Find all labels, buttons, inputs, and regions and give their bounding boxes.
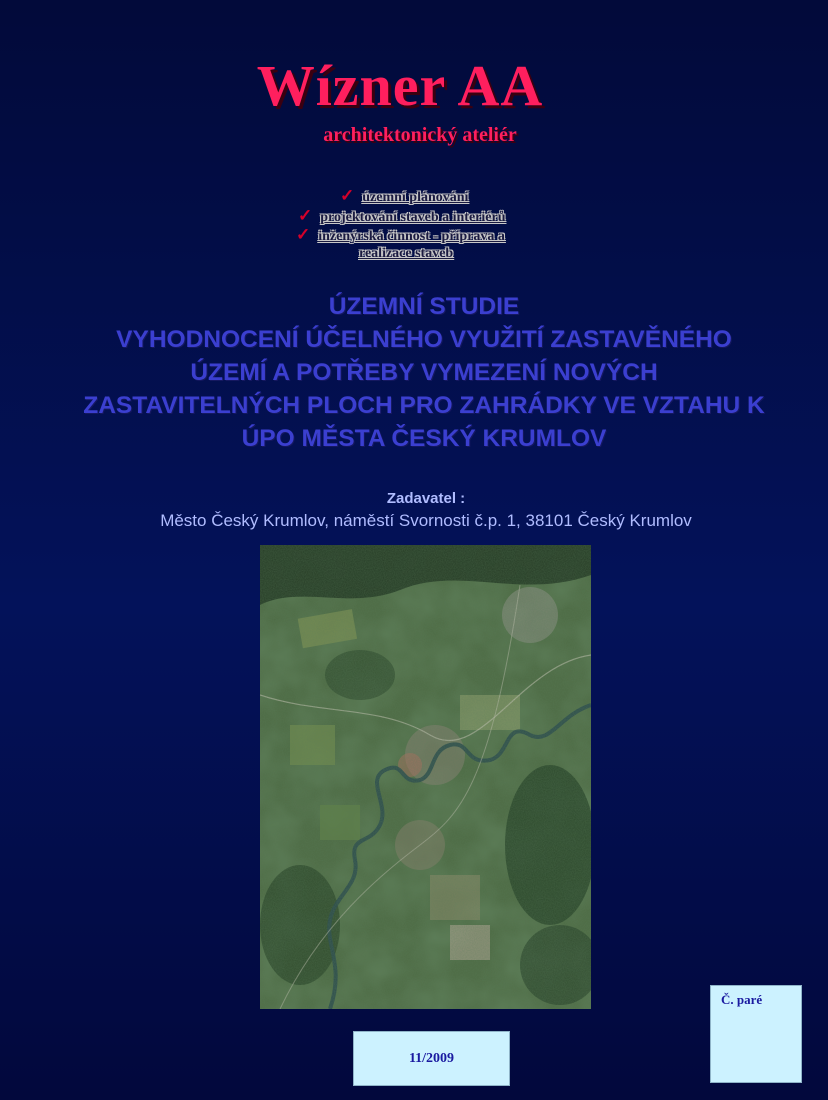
date-box	[353, 1031, 510, 1086]
check-icon: ✓	[340, 186, 355, 205]
study-title-line: ÚZEMNÍ STUDIE	[328, 293, 520, 320]
service-label: projektování staveb a interiérů	[320, 210, 506, 225]
study-title-line: VYHODNOCENÍ ÚČELNÉHO VYUŽITÍ ZASTAVĚNÉHO	[116, 326, 732, 353]
service-item-planning	[340, 186, 468, 206]
client-value: Město Český Krumlov, náměstí Svornosti č.p. 1, 38101 Český Krumlov	[160, 511, 692, 530]
check-icon: ✓	[296, 225, 311, 244]
copy-number-label: Č. paré	[721, 992, 763, 1007]
aerial-photo	[260, 545, 591, 1009]
check-icon: ✓	[298, 206, 313, 225]
service-item-engineering	[296, 225, 505, 245]
study-title-line: ÚPO MĚSTA ČESKÝ KRUMLOV	[241, 425, 607, 452]
copy-number-box	[710, 985, 802, 1083]
brand-subtitle: architektonický ateliér	[323, 124, 517, 146]
service-label: realizace staveb	[359, 246, 454, 261]
brand-name: Wízner AA	[256, 53, 544, 118]
study-title-line: ZASTAVITELNÝCH PLOCH PRO ZAHRÁDKY VE VZTAHU K	[83, 392, 765, 419]
service-label: územní plánování	[362, 190, 469, 205]
service-item-engineering-cont	[359, 244, 453, 262]
client-label: Zadavatel :	[386, 490, 466, 507]
study-title-line: ÚZEMÍ A POTŘEBY VYMEZENÍ NOVÝCH	[190, 359, 658, 386]
study-title	[20, 290, 828, 455]
date-text: 11/2009	[408, 1050, 455, 1066]
service-label: inženýrská činnost - příprava a	[318, 229, 505, 244]
service-item-design	[298, 206, 505, 226]
